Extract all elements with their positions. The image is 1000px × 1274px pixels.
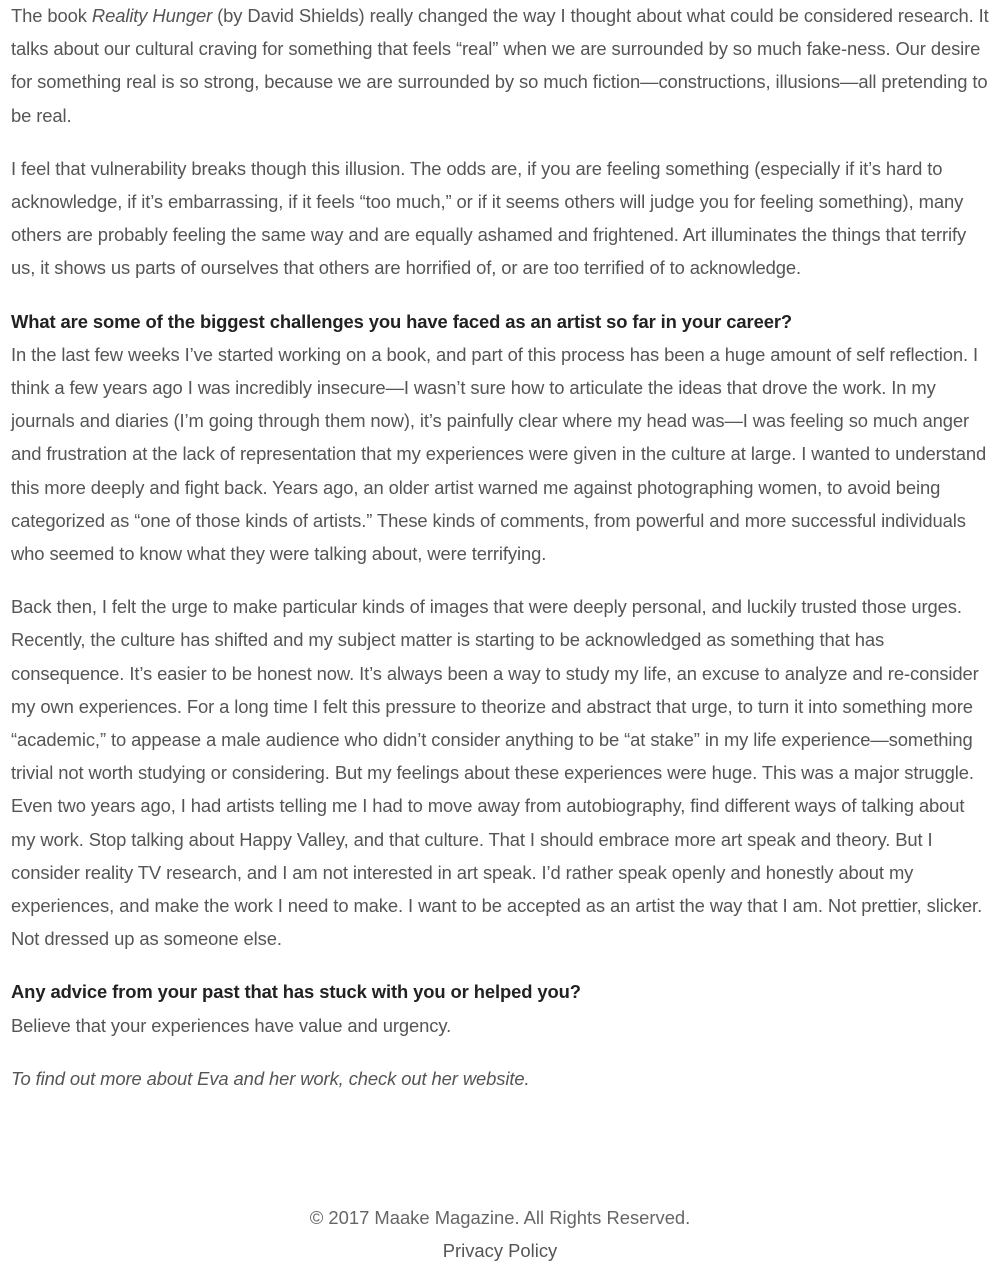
article-paragraph: [11, 0, 991, 132]
paragraph-text: The book: [11, 5, 92, 26]
interview-answer: Believe that your experiences have value and urgency.: [11, 1014, 452, 1036]
book-title: Reality Hunger: [91, 5, 213, 26]
interview-answer: In the last few weeks I’ve started working on a book, and part of this process has been a huge amount of self reflection. I think a few years ago I was incredibly insecure—I wasn’t sure how to articulate the ideas that drove the work. In my journals and diaries (I’m going through them now), it’s painfully clear where my head was—I was feeling so much anger and frustration at the lack of representation that my experiences were given in the culture at large. I wanted to understand this more deeply and fight back. Years ago, an older artist warned me against photographing women, to avoid being categorized as “one of those kinds of artists.” These kinds of comments, from powerful and more successful individuals who seemed to know what they were talking about, were terrifying.: [11, 343, 987, 565]
closing-period: .: [524, 1067, 530, 1089]
interview-question: Any advice from your past that has stuck with you or helped you?: [11, 981, 581, 1003]
closing-text: To find out more about Eva and her work, check out her: [11, 1067, 463, 1089]
privacy-policy-link[interactable]: Privacy Policy: [442, 1240, 558, 1261]
interview-question: What are some of the biggest challenges you have faced as an artist so far in your career?: [11, 310, 793, 332]
article-paragraph: I feel that vulnerability breaks though this illusion. The odds are, if you are feeling something (especially if it’s hard to acknowledge, if it’s embarrassing, if it feels “too much,” or if it seems others will judge you for feeling something), many others are probably feeling the same way and are equally ashamed and frightened. Art illuminates the things that terrify us, it shows us parts of ourselves that others are horrified of, or are too terrified of to acknowledge.: [11, 157, 967, 279]
site-footer: [0, 1201, 1000, 1267]
website-link[interactable]: website: [462, 1067, 525, 1089]
paragraph-text: (by David Shields) really changed the way I thought about what could be considered research. It talks about our cultural craving for something that feels “real” when we are surrounded by so much fake-ness. Our desire for something real is so strong, because we are surrounded by so much fiction—constructions, illusions—all pretending to be real.: [11, 5, 989, 126]
copyright-notice: © 2017 Maake Magazine. All Rights Reserved.: [309, 1207, 691, 1228]
article-paragraph: Back then, I felt the urge to make particular kinds of images that were deeply personal, and luckily trusted those urges. Recently, the culture has shifted and my subject matter is starting to be acknowledged as something that has consequence. It’s easier to be honest now. It’s always been a way to study my life, an excuse to analyze and re-consider my own experiences. For a long time I felt this pressure to theorize and abstract that urge, to turn it into something more “academic,” to appease a male audience who didn’t consider anything to be “at stake” in my life experience—something trivial not worth studying or considering. But my feelings about these experiences were huge. This was a major struggle. Even two years ago, I had artists telling me I had to move away from autobiography, find different ways of talking about my work. Stop talking about Happy Valley, and that culture. That I should embrace more art speak and theory. But I consider reality TV research, and I am not interested in art speak. I’d rather speak openly and honestly about my experiences, and make the work I need to make. I want to be accepted as an artist the way that I am. Not prettier, slicker. Not dressed up as someone else.: [11, 596, 983, 950]
closing-note: [11, 1062, 991, 1095]
article-body: [11, 0, 991, 1095]
